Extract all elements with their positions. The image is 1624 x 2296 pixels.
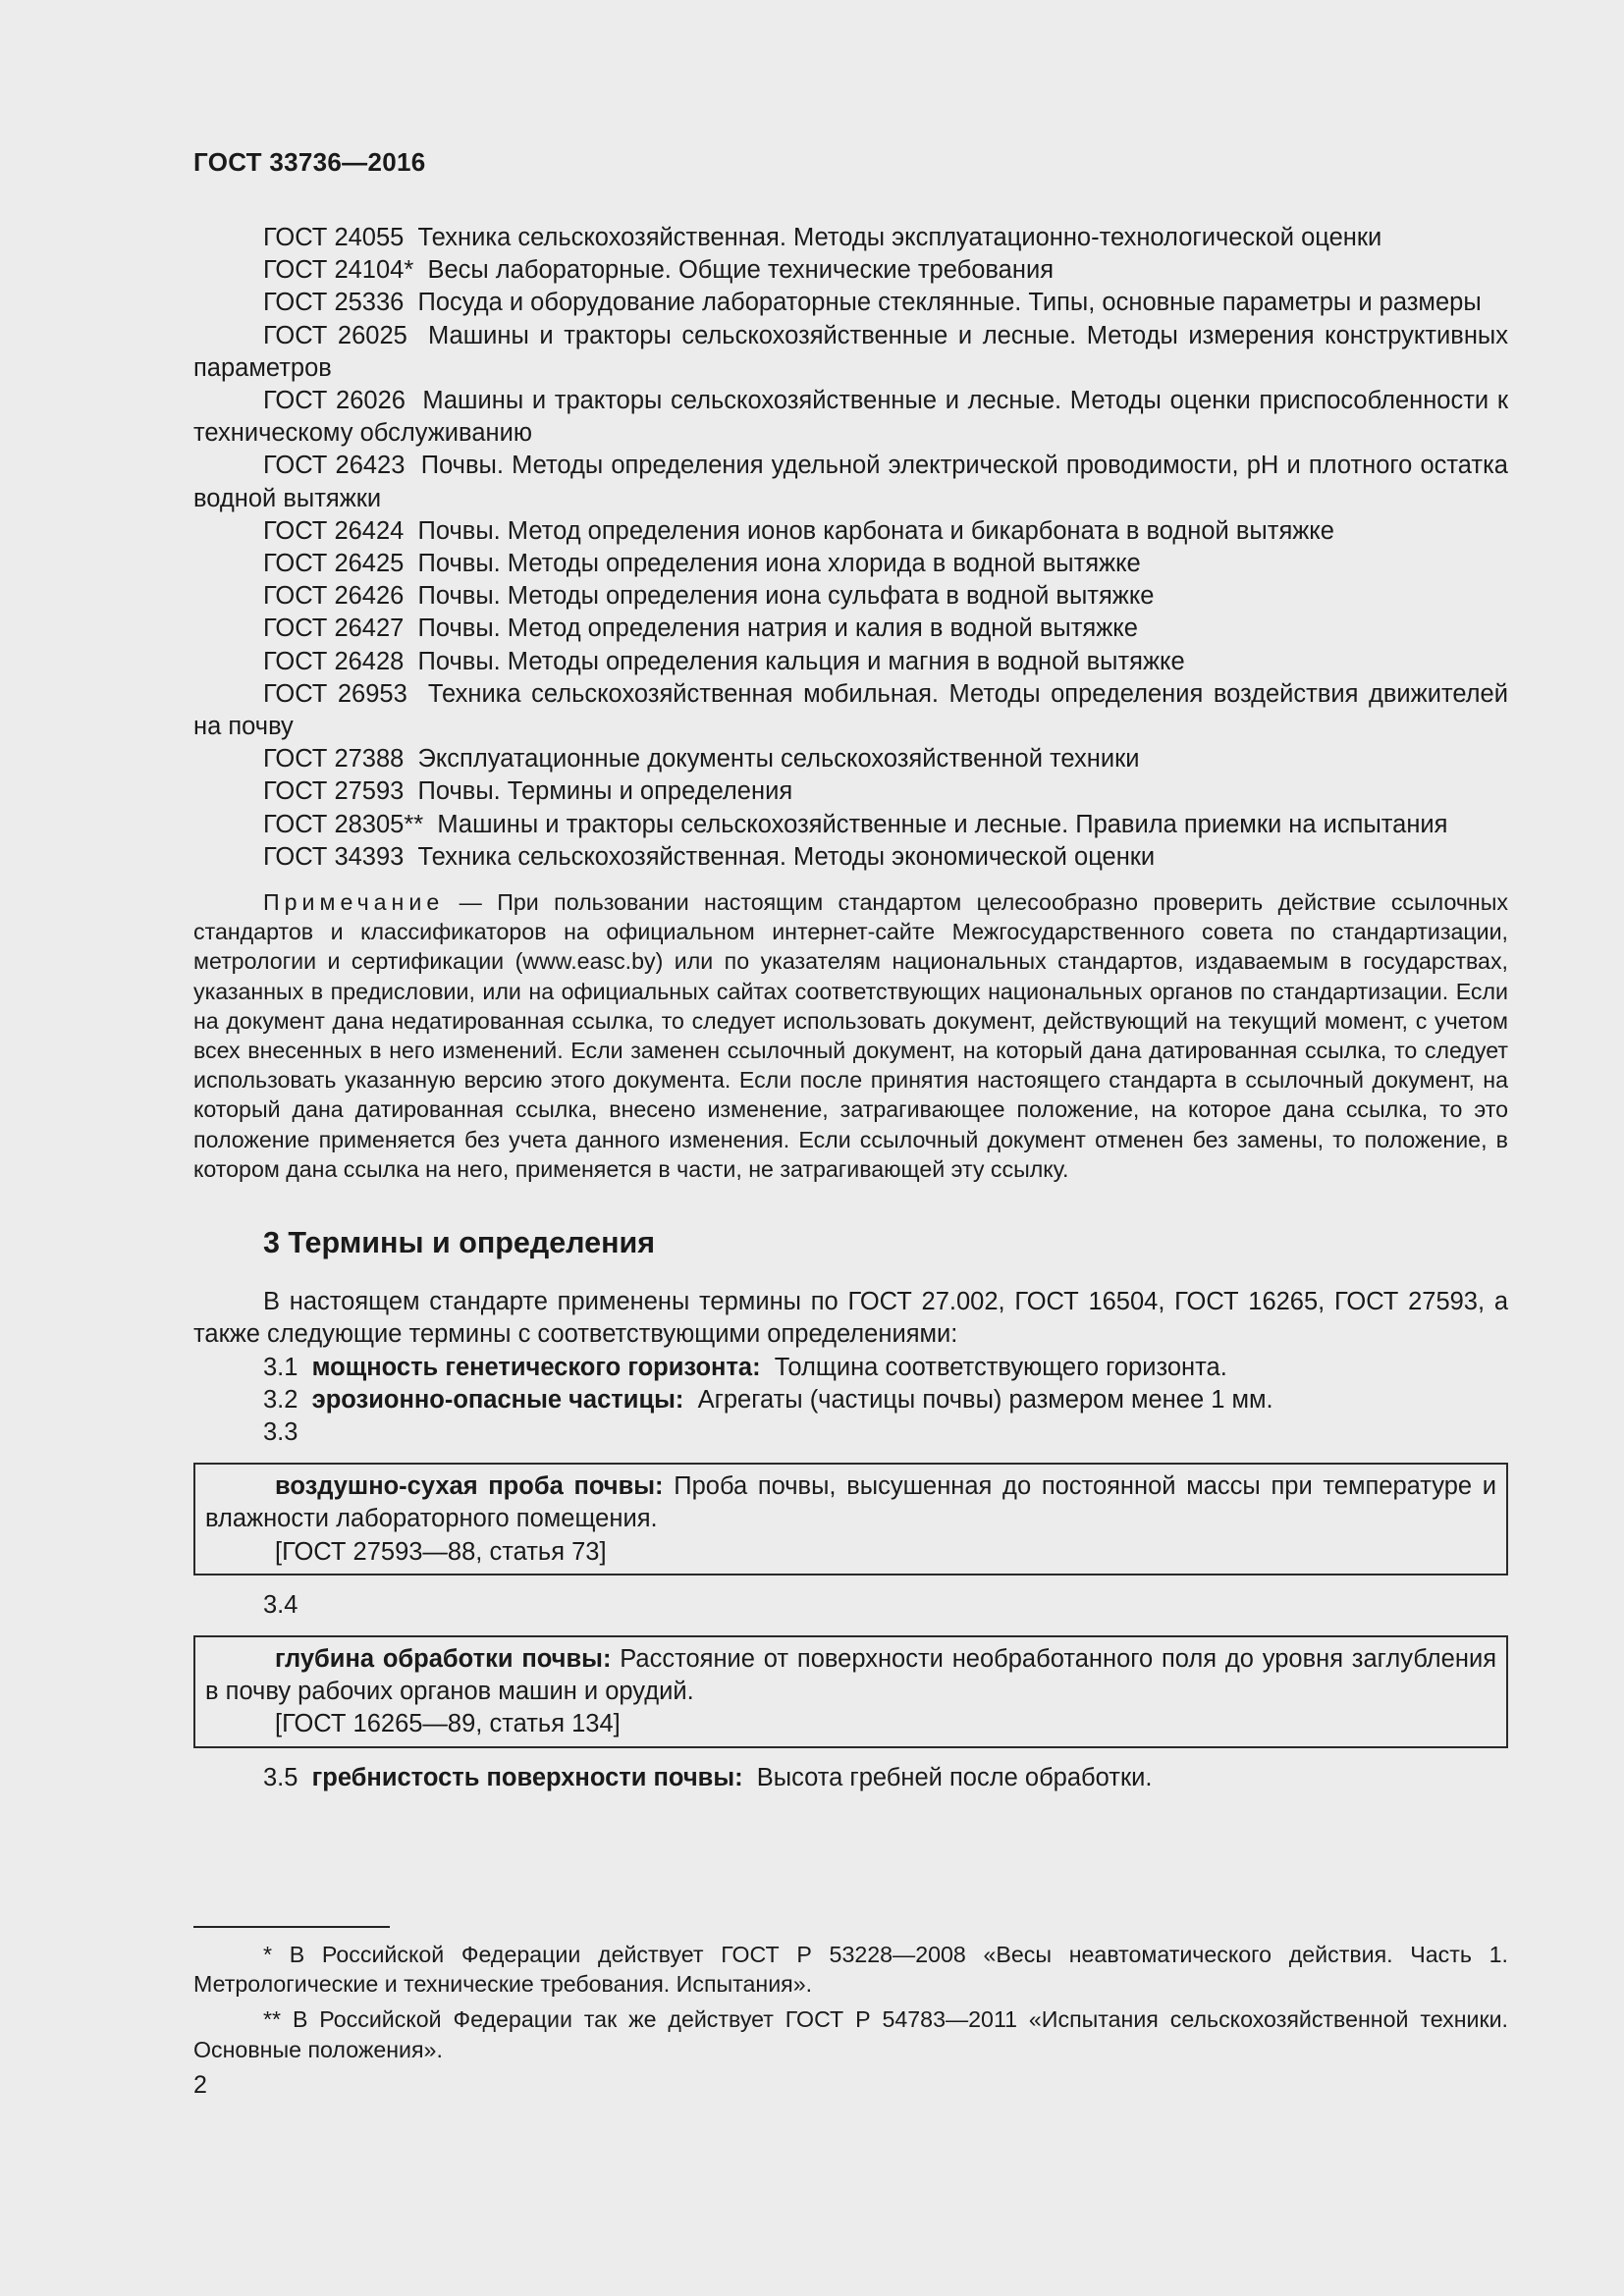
reference-item: ГОСТ 26025 Машины и тракторы сельскохозяйственные и лесные. Методы измерения конструктивных параметров	[193, 321, 1509, 382]
reference-item: ГОСТ 34393 Техника сельскохозяйственная. Методы экономической оценки	[263, 842, 1156, 871]
section-3-intro: В настоящем стандарте применены термины по ГОСТ 27.002, ГОСТ 16504, ГОСТ 16265, ГОСТ 27593, а также следующие термины с соответствующими определениями:	[193, 1288, 1508, 1349]
reference-item: ГОСТ 26424 Почвы. Метод определения ионов карбоната и бикарбоната в водной вытяжке	[263, 516, 1334, 545]
footnotes	[193, 1940, 1508, 2070]
note-text: — При пользовании настоящим стандартом целесообразно проверить действие ссылочных стандартов и классификаторов на официальном интернет-сайте Межгосударственного совета по стандартизации, метрологии и сертификации (www.easc.by) или по указателям национальных стандартов, издаваемым в государствах, указанных в предисловии, или на официальных сайтах соответствующих национальных органов по стандартизации. Если на документ дана недатированная ссылка, то следует использовать документ, действующий на текущий момент, с учетом всех внесенных в него изменений. Если заменен ссылочный документ, на который дана датированная ссылка, то следует использовать указанную версию этого документа. Если после принятия настоящего стандарта в ссылочный документ, на который дана датированная ссылка, внесено изменение, затрагивающее положение, на которое дана ссылка, то это положение применяется без учета данного изменения. Если ссылочный документ отменен без замены, то положение, в котором дана ссылка на него, применяется в части, не затрагивающей эту ссылку.	[193, 889, 1508, 1182]
reference-item: ГОСТ 28305** Машины и тракторы сельскохозяйственные и лесные. Правила приемки на испытания	[263, 810, 1448, 838]
reference-item: ГОСТ 24055 Техника сельскохозяйственная. Методы эксплуатационно-технологической оценки	[263, 224, 1382, 251]
term-3-4-definition: глубина обработки почвы: Расстояние от поверхности необработанного поля до уровня заглубления в почву рабочих органов машин и орудий.	[205, 1644, 1496, 1706]
reference-item: ГОСТ 26423 Почвы. Методы определения удельной электрической проводимости, pH и плотного остатка водной вытяжки	[193, 452, 1508, 512]
term-3-5: 3.5 гребнистость поверхности почвы: Высота гребней после обработки.	[263, 1763, 1153, 1791]
term-3-3-source: [ГОСТ 27593—88, статья 73]	[275, 1537, 607, 1566]
reference-item: ГОСТ 26428 Почвы. Методы определения кальция и магния в водной вытяжке	[263, 647, 1185, 675]
term-3-3-number: 3.3	[263, 1417, 298, 1446]
term-3-4-box	[193, 1635, 1508, 1748]
page-content	[193, 222, 1508, 1794]
reference-item: ГОСТ 26953 Техника сельскохозяйственная мобильная. Методы определения воздействия движителей на почву	[193, 679, 1508, 741]
term-3-4-source: [ГОСТ 16265—89, статья 134]	[275, 1710, 621, 1738]
footnote-2: ** В Российской Федерации так же действует ГОСТ Р 54783—2011 «Испытания сельскохозяйственной техники. Основные положения».	[193, 2006, 1508, 2062]
page-header-title: ГОСТ 33736—2016	[193, 147, 426, 177]
reference-item: ГОСТ 26026 Машины и тракторы сельскохозяйственные и лесные. Методы оценки приспособленности к техническому обслуживанию	[193, 387, 1508, 448]
reference-item: ГОСТ 26425 Почвы. Методы определения иона хлорида в водной вытяжке	[263, 550, 1141, 578]
term-3-2: 3.2 эрозионно-опасные частицы: Агрегаты (частицы почвы) размером менее 1 мм.	[263, 1385, 1273, 1414]
reference-item: ГОСТ 26427 Почвы. Метод определения натрия и калия в водной вытяжке	[263, 614, 1138, 643]
term-3-3-definition: воздушно-сухая проба почвы: Проба почвы, высушенная до постоянной массы при температуре и влажности лабораторного помещения.	[205, 1472, 1497, 1533]
reference-item: ГОСТ 24104* Весы лабораторные. Общие технические требования	[263, 256, 1055, 285]
note-paragraph	[193, 887, 1508, 1184]
reference-item: ГОСТ 26426 Почвы. Методы определения иона сульфата в водной вытяжке	[263, 582, 1155, 611]
term-3-3-box	[193, 1463, 1508, 1575]
section-3-title: 3 Термины и определения	[263, 1226, 656, 1260]
term-3-1: 3.1 мощность генетического горизонта: Толщина соответствующего горизонта.	[263, 1353, 1227, 1381]
page-number: 2	[193, 2071, 207, 2099]
term-3-4-number: 3.4	[263, 1590, 298, 1619]
note-label: Примечание	[263, 889, 445, 916]
reference-item: ГОСТ 27593 Почвы. Термины и определения	[263, 777, 793, 806]
normative-references-list	[193, 222, 1508, 874]
reference-item: ГОСТ 27388 Эксплуатационные документы сельскохозяйственной техники	[263, 745, 1140, 774]
reference-item: ГОСТ 25336 Посуда и оборудование лабораторные стеклянные. Типы, основные параметры и размеры	[263, 289, 1482, 317]
footnote-1: * В Российской Федерации действует ГОСТ Р 53228—2008 «Весы неавтоматического действия. Часть 1. Метрологические и технические требования. Испытания».	[193, 1942, 1508, 1998]
footnote-divider	[193, 1926, 390, 1928]
